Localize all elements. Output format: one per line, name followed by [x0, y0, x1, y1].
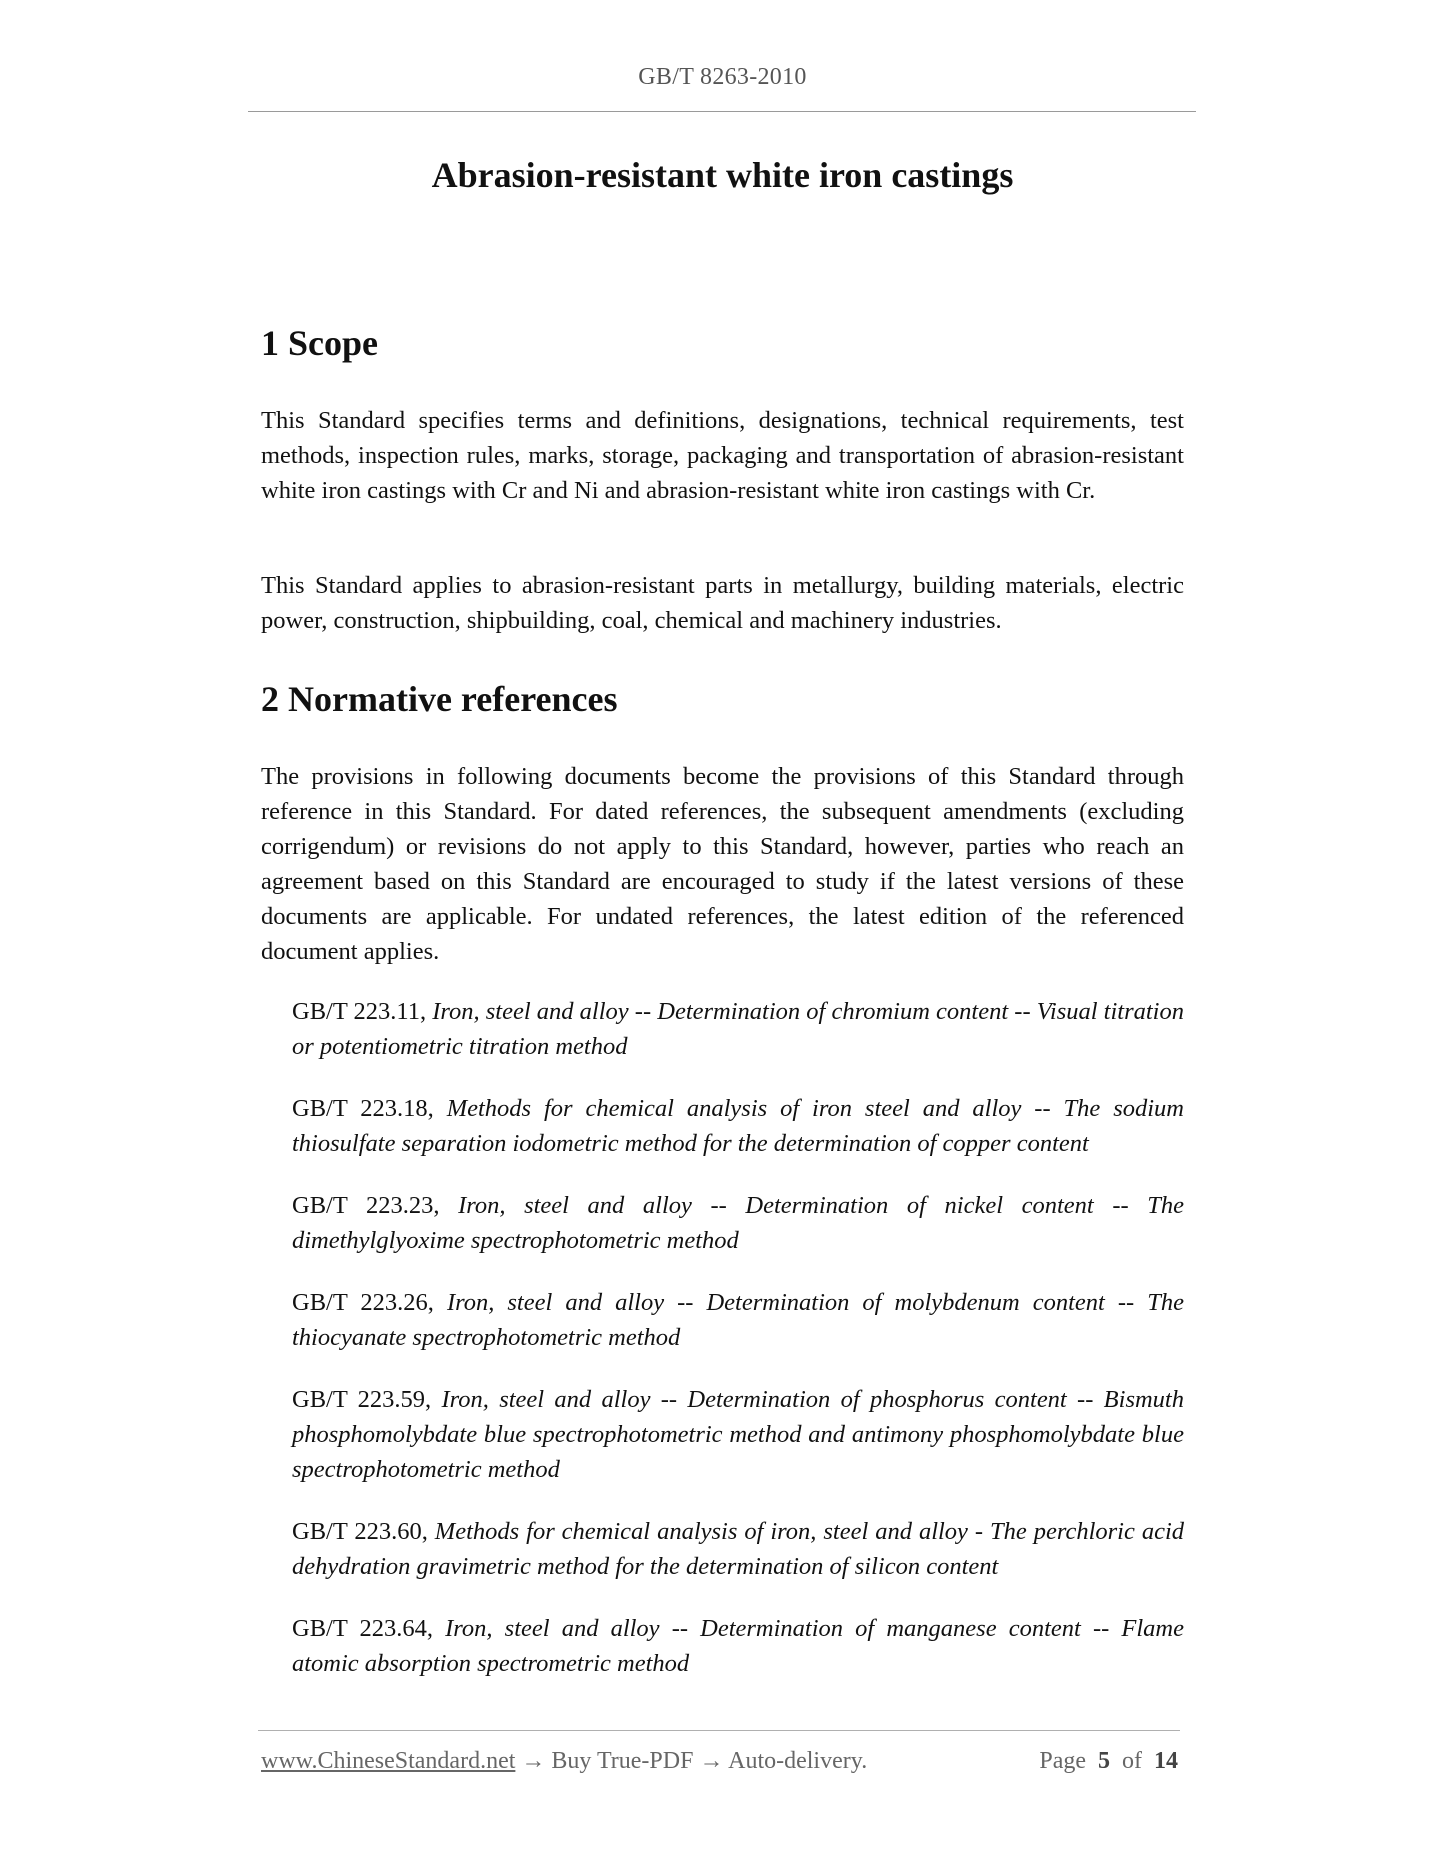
footer-divider	[258, 1730, 1180, 1731]
reference-code: GB/T 223.26,	[292, 1289, 447, 1316]
page-total: 14	[1154, 1748, 1178, 1774]
reference-title: Iron, steel and alloy -- Determination of manganese content -- Flame atomic absorption spectrometric method	[292, 1615, 1184, 1677]
running-header: GB/T 8263-2010	[638, 64, 807, 90]
footer-promo-text: → Buy True-PDF → Auto-delivery.	[515, 1748, 868, 1774]
reference-title: Iron, steel and alloy -- Determination of molybdenum content -- The thiocyanate spectrophotometric method	[292, 1289, 1184, 1351]
reference-item	[292, 994, 1184, 1064]
reference-title: Iron, steel and alloy -- Determination of chromium content -- Visual titration or potentiometric titration method	[292, 998, 1184, 1060]
scope-paragraph-2: This Standard applies to abrasion-resistant parts in metallurgy, building materials, electric power, construction, shipbuilding, coal, chemical and machinery industries.	[261, 572, 1184, 634]
reference-item	[292, 1382, 1184, 1487]
normative-paragraph: The provisions in following documents become the provisions of this Standard through reference in this Standard. For dated references, the subsequent amendments (excluding corrigendum) or revisions do not apply to this Standard, however, parties who reach an agreement based on this Standard are encouraged to study if the latest versions of these documents are applicable. For undated references, the latest edition of the referenced document applies.	[261, 763, 1184, 965]
document-title: Abrasion-resistant white iron castings	[431, 155, 1014, 195]
reference-item	[292, 1611, 1184, 1681]
reference-list	[292, 994, 1184, 1708]
site-link[interactable]: www.ChineseStandard.net	[261, 1748, 516, 1774]
reference-item	[292, 1188, 1184, 1258]
reference-title: Methods for chemical analysis of iron steel and alloy -- The sodium thiosulfate separation iodometric method for the determination of copper content	[292, 1095, 1184, 1157]
reference-code: GB/T 223.64,	[292, 1615, 446, 1642]
page-footer	[261, 1748, 1178, 1782]
page-of: of	[1122, 1748, 1142, 1774]
reference-title: Methods for chemical analysis of iron, steel and alloy - The perchloric acid dehydration gravimetric method for the determination of silicon content	[292, 1518, 1185, 1580]
reference-item	[292, 1091, 1184, 1161]
section-heading-normative-references: 2 Normative references	[261, 679, 618, 719]
reference-code: GB/T 223.23,	[292, 1192, 459, 1219]
header-divider	[248, 111, 1196, 112]
page-current: 5	[1098, 1748, 1110, 1774]
reference-code: GB/T 223.18,	[292, 1095, 447, 1122]
reference-code: GB/T 223.60,	[292, 1518, 435, 1545]
section-heading-scope: 1 Scope	[261, 323, 378, 363]
scope-paragraph-1: This Standard specifies terms and definitions, designations, technical requirements, test methods, inspection rules, marks, storage, packaging and transportation of abrasion-resistant white iron castings with Cr and Ni and abrasion-resistant white iron castings with Cr.	[261, 407, 1184, 504]
footer-promo	[261, 1748, 867, 1775]
page-label: Page	[1039, 1748, 1086, 1774]
reference-code: GB/T 223.11,	[292, 998, 433, 1025]
reference-code: GB/T 223.59,	[292, 1386, 442, 1413]
reference-item	[292, 1514, 1184, 1584]
page-number	[1039, 1748, 1178, 1775]
reference-title: Iron, steel and alloy -- Determination of phosphorus content -- Bismuth phosphomolybdate blue spectrophotometric method and antimony phosphomolybdate blue spectrophotometric method	[292, 1386, 1184, 1483]
reference-title: Iron, steel and alloy -- Determination of nickel content -- The dimethylglyoxime spectrophotometric method	[292, 1192, 1184, 1254]
reference-item	[292, 1285, 1184, 1355]
